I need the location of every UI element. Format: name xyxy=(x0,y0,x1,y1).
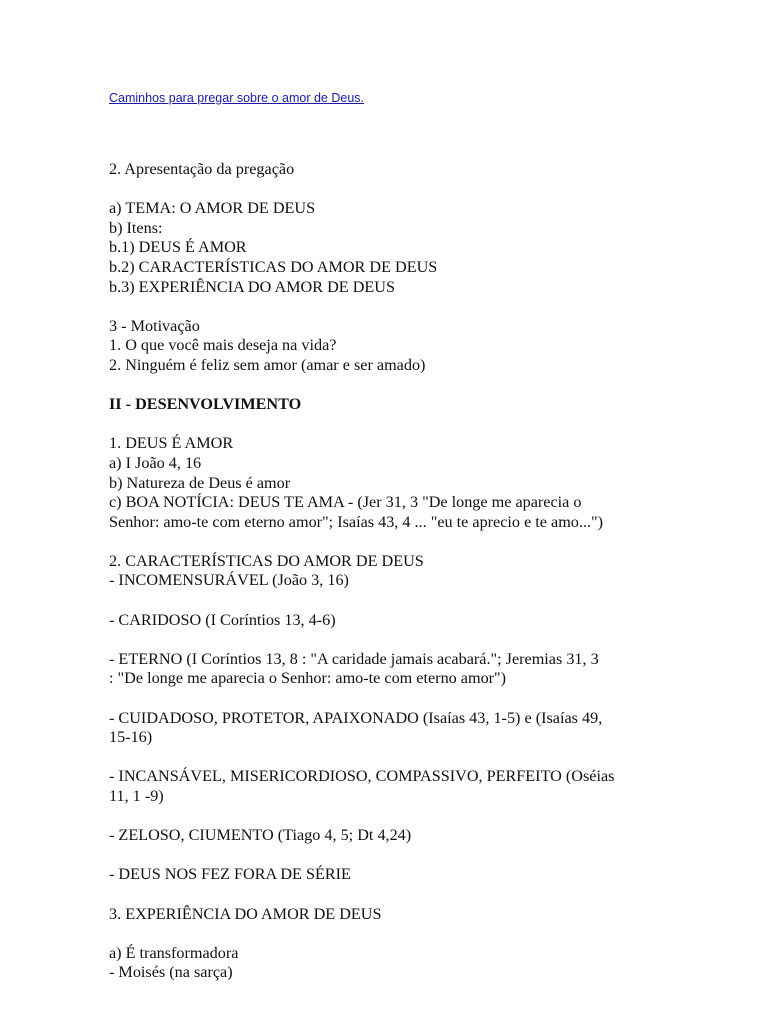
section-heading-desenvolvimento: II - DESENVOLVIMENTO xyxy=(109,395,302,414)
paragraph-gap xyxy=(109,376,669,396)
paragraph-gap xyxy=(109,630,669,650)
list-item-deus-e-amor-c-line2: Senhor: amo-te com eterno amor"; Isaías 43, 4 ... "eu te aprecio e te amo...") xyxy=(109,512,604,531)
paragraph-gap xyxy=(109,297,669,317)
paragraph-gap xyxy=(109,846,669,866)
list-item-deus-e-amor-b: b) Natureza de Deus é amor xyxy=(109,473,291,492)
list-item-zeloso: - ZELOSO, CIUMENTO (Tiago 4, 5; Dt 4,24) xyxy=(109,826,412,845)
list-item-incansavel-line2: 11, 1 -9) xyxy=(109,787,164,805)
list-item-fora-de-serie: - DEUS NOS FEZ FORA DE SÉRIE xyxy=(109,865,351,884)
paragraph-gap xyxy=(109,748,669,768)
list-item-deus-e-amor-a: a) I João 4, 16 xyxy=(109,453,202,472)
list-item-incansavel-line1: - INCANSÁVEL, MISERICORDIOSO, COMPASSIVO, PERFEITO (Oséias xyxy=(109,767,615,786)
paragraph-gap xyxy=(109,924,669,944)
list-item-b3: b.3) EXPERIÊNCIA DO AMOR DE DEUS xyxy=(109,277,395,296)
list-item-caridoso: - CARIDOSO (I Coríntios 13, 4-6) xyxy=(109,610,336,629)
list-item-motivacao-2: 2. Ninguém é feliz sem amor (amar e ser amado) xyxy=(109,355,426,374)
paragraph-gap xyxy=(109,591,669,611)
list-item-cuidadoso-line1: - CUIDADOSO, PROTETOR, APAIXONADO (Isaías 43, 1-5) e (Isaías 49, xyxy=(109,708,603,727)
paragraph-gap xyxy=(109,689,669,709)
section-heading-apresentacao: 2. Apresentação da pregação xyxy=(109,160,295,178)
list-item-experiencia-a: a) É transformadora xyxy=(109,943,239,962)
list-item-incomensuravel: - INCOMENSURÁVEL (João 3, 16) xyxy=(109,571,349,590)
section-heading-deus-e-amor: 1. DEUS É AMOR xyxy=(109,434,234,453)
section-heading-caracteristicas: 2. CARACTERÍSTICAS DO AMOR DE DEUS xyxy=(109,551,424,570)
paragraph-gap xyxy=(109,180,669,200)
list-item-tema: a) TEMA: O AMOR DE DEUS xyxy=(109,199,316,218)
list-item-moises: - Moisés (na sarça) xyxy=(109,963,233,982)
paragraph-gap xyxy=(109,807,669,827)
section-heading-motivacao: 3 - Motivação xyxy=(109,316,200,335)
paragraph-gap xyxy=(109,885,669,905)
section-heading-experiencia: 3. EXPERIÊNCIA DO AMOR DE DEUS xyxy=(109,904,382,923)
list-item-eterno-line1: - ETERNO (I Coríntios 13, 8 : "A caridade jamais acabará."; Jeremias 31, 3 xyxy=(109,649,599,668)
paragraph-gap xyxy=(109,532,669,552)
list-item-deus-e-amor-c-line1: c) BOA NOTÍCIA: DEUS TE AMA - (Jer 31, 3 "De longe me aparecia o xyxy=(109,493,582,512)
document-body xyxy=(109,160,669,983)
paragraph-gap xyxy=(109,415,669,435)
list-item-itens: b) Itens: xyxy=(109,218,163,237)
list-item-eterno-line2: : "De longe me aparecia o Senhor: amo-te com eterno amor") xyxy=(109,669,507,688)
list-item-motivacao-1: 1. O que você mais deseja na vida? xyxy=(109,336,337,355)
list-item-b1: b.1) DEUS É AMOR xyxy=(109,238,247,257)
list-item-b2: b.2) CARACTERÍSTICAS DO AMOR DE DEUS xyxy=(109,257,438,276)
document-title-link[interactable]: Caminhos para pregar sobre o amor de Deus. xyxy=(109,91,364,105)
list-item-cuidadoso-line2: 15-16) xyxy=(109,728,153,747)
